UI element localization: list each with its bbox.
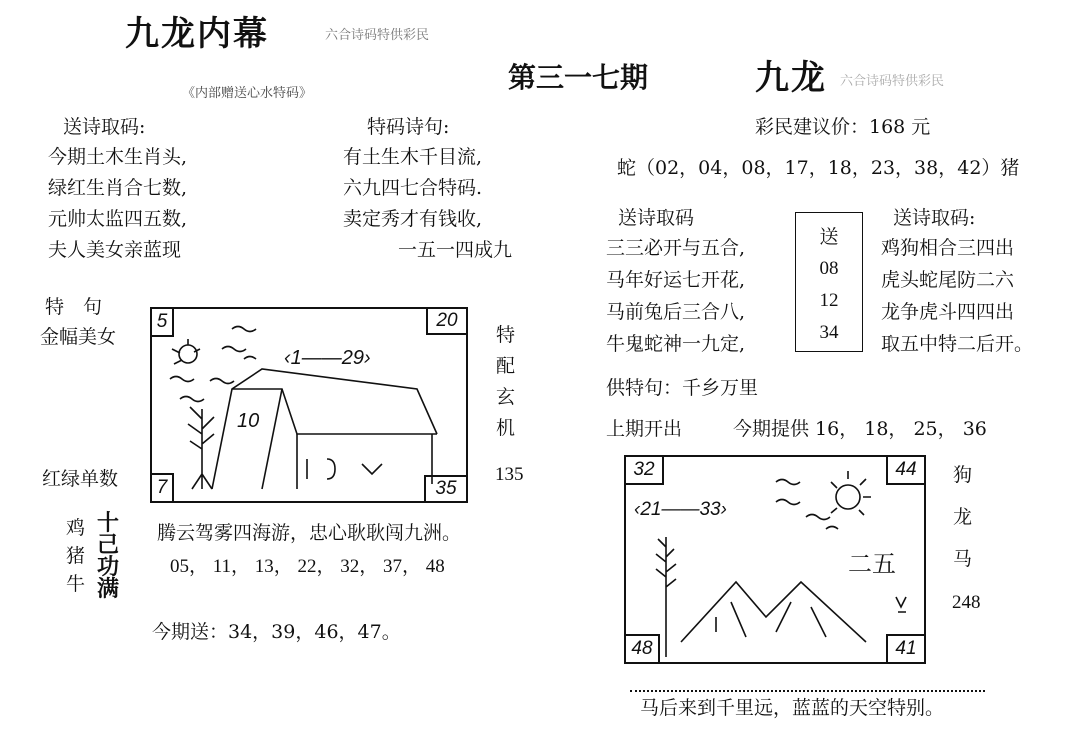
send-box-number: 34 xyxy=(819,322,839,343)
tejv-value: 金幅美女 xyxy=(40,326,117,348)
slogan-char: 功 xyxy=(97,554,120,580)
special-line: 一五一四成九 xyxy=(398,239,513,261)
special-line: 卖定秀才有钱收, xyxy=(343,208,483,230)
house-number: 10 xyxy=(237,410,260,432)
send-box-number: 12 xyxy=(819,290,839,311)
poem-block xyxy=(48,142,187,266)
picture-inner-text: 二五 xyxy=(848,550,896,578)
animal: 鸡 xyxy=(66,517,86,539)
poem-line-bottom: 腾云驾雾四海游，忠心耿耿闯九洲。 xyxy=(157,522,462,544)
poem-line: 鸡狗相合三四出 xyxy=(881,237,1015,259)
suggested-price: 彩民建议价：168 元 xyxy=(755,116,931,138)
side-char: 龙 xyxy=(953,506,973,528)
today-send: 今期送：34，39，46，47。 xyxy=(152,621,401,643)
slogan-char: 十 xyxy=(97,510,120,536)
corner-number: 41 xyxy=(886,634,926,664)
animal-list xyxy=(66,514,85,598)
redgreen-label: 红绿单数 xyxy=(42,468,119,490)
footer-text: 马后来到千里远，蓝蓝的天空特别。 xyxy=(640,697,945,719)
special-line: 有土生木千目流, xyxy=(343,146,483,168)
left-picture-frame xyxy=(150,307,468,503)
side-char: 马 xyxy=(953,548,973,570)
right-poem-left xyxy=(606,232,745,360)
tejv-label: 特 句 xyxy=(45,296,103,318)
corner-number: 44 xyxy=(886,455,926,485)
poem-line: 绿红生肖合七数, xyxy=(48,177,188,199)
page-subtitle: 六合诗码特供彩民 xyxy=(325,28,430,43)
side-chars-right xyxy=(953,454,972,580)
corner-number: 5 xyxy=(150,307,174,337)
right-poem-right xyxy=(881,232,1033,360)
side-char: 特 xyxy=(496,324,516,346)
provide-numbers: 今期提供 16， 18， 25， 36 xyxy=(733,418,987,440)
special-line: 六九四七合特码. xyxy=(343,177,483,199)
corner-number: 32 xyxy=(624,455,664,485)
poem-line: 牛鬼蛇神一九定, xyxy=(606,333,746,355)
side-char: 狗 xyxy=(953,464,973,486)
range-text: ‹21——33› xyxy=(634,499,727,520)
special-phrase: 供特句：千乡万里 xyxy=(606,377,759,399)
number-list: 05， 11， 13， 22， 32， 37， 48 xyxy=(170,556,445,577)
send-box xyxy=(795,212,863,352)
slogan-char: 己 xyxy=(97,532,120,558)
poem-line: 龙争虎斗四四出 xyxy=(881,301,1015,323)
side-number-left: 135 xyxy=(495,464,524,485)
mountain-drawing xyxy=(626,457,924,662)
special-heading: 特码诗句: xyxy=(367,116,450,138)
range-text: ‹1——29› xyxy=(284,347,371,369)
right-picture-frame xyxy=(624,455,926,664)
issue-number: 第三一七期 xyxy=(508,61,649,94)
corner-number: 48 xyxy=(624,634,660,664)
page-title: 九龙内幕 xyxy=(125,14,269,54)
side-number-right: 248 xyxy=(952,592,981,613)
footer-divider xyxy=(630,690,985,692)
corner-number: 20 xyxy=(426,307,468,335)
poem-line: 夫人美女亲蓝现 xyxy=(48,239,182,261)
poem-line: 元帅太监四五数, xyxy=(48,208,188,230)
zodiac-numbers: 蛇（02，04，08，17，18，23，38，42）猪 xyxy=(617,157,1020,179)
corner-number: 35 xyxy=(424,475,468,503)
poem-line: 取五中特二后开。 xyxy=(881,333,1034,355)
right-poem-heading-2: 送诗取码: xyxy=(893,207,976,229)
special-block xyxy=(343,142,512,266)
slogan-char: 满 xyxy=(97,576,120,602)
send-box-number: 08 xyxy=(819,258,839,279)
side-char: 配 xyxy=(496,355,516,377)
slogan xyxy=(97,512,119,600)
side-char: 玄 xyxy=(496,386,516,408)
send-box-label: 送 xyxy=(819,226,839,248)
right-poem-heading: 送诗取码 xyxy=(618,207,695,229)
poem-line: 马前兔后三合八, xyxy=(606,301,746,323)
poem-heading: 送诗取码: xyxy=(63,116,146,138)
house-drawing xyxy=(152,309,466,501)
poem-line: 三三必开与五合, xyxy=(606,237,746,259)
side-chars-left xyxy=(496,320,515,444)
inner-note: 《内部赠送心水特码》 xyxy=(182,86,313,101)
poem-line: 今期土木生肖头, xyxy=(48,146,188,168)
sun-icon xyxy=(836,485,860,509)
last-issue-label: 上期开出 xyxy=(606,418,683,440)
right-subtitle: 六合诗码特供彩民 xyxy=(840,74,945,89)
animal: 牛 xyxy=(66,573,86,595)
poem-line: 马年好运七开花, xyxy=(606,269,746,291)
poem-line: 虎头蛇尾防二六 xyxy=(881,269,1015,291)
side-char: 机 xyxy=(496,417,516,439)
animal: 猪 xyxy=(66,545,86,567)
corner-number: 7 xyxy=(150,473,174,503)
right-title: 九龙 xyxy=(755,58,827,98)
